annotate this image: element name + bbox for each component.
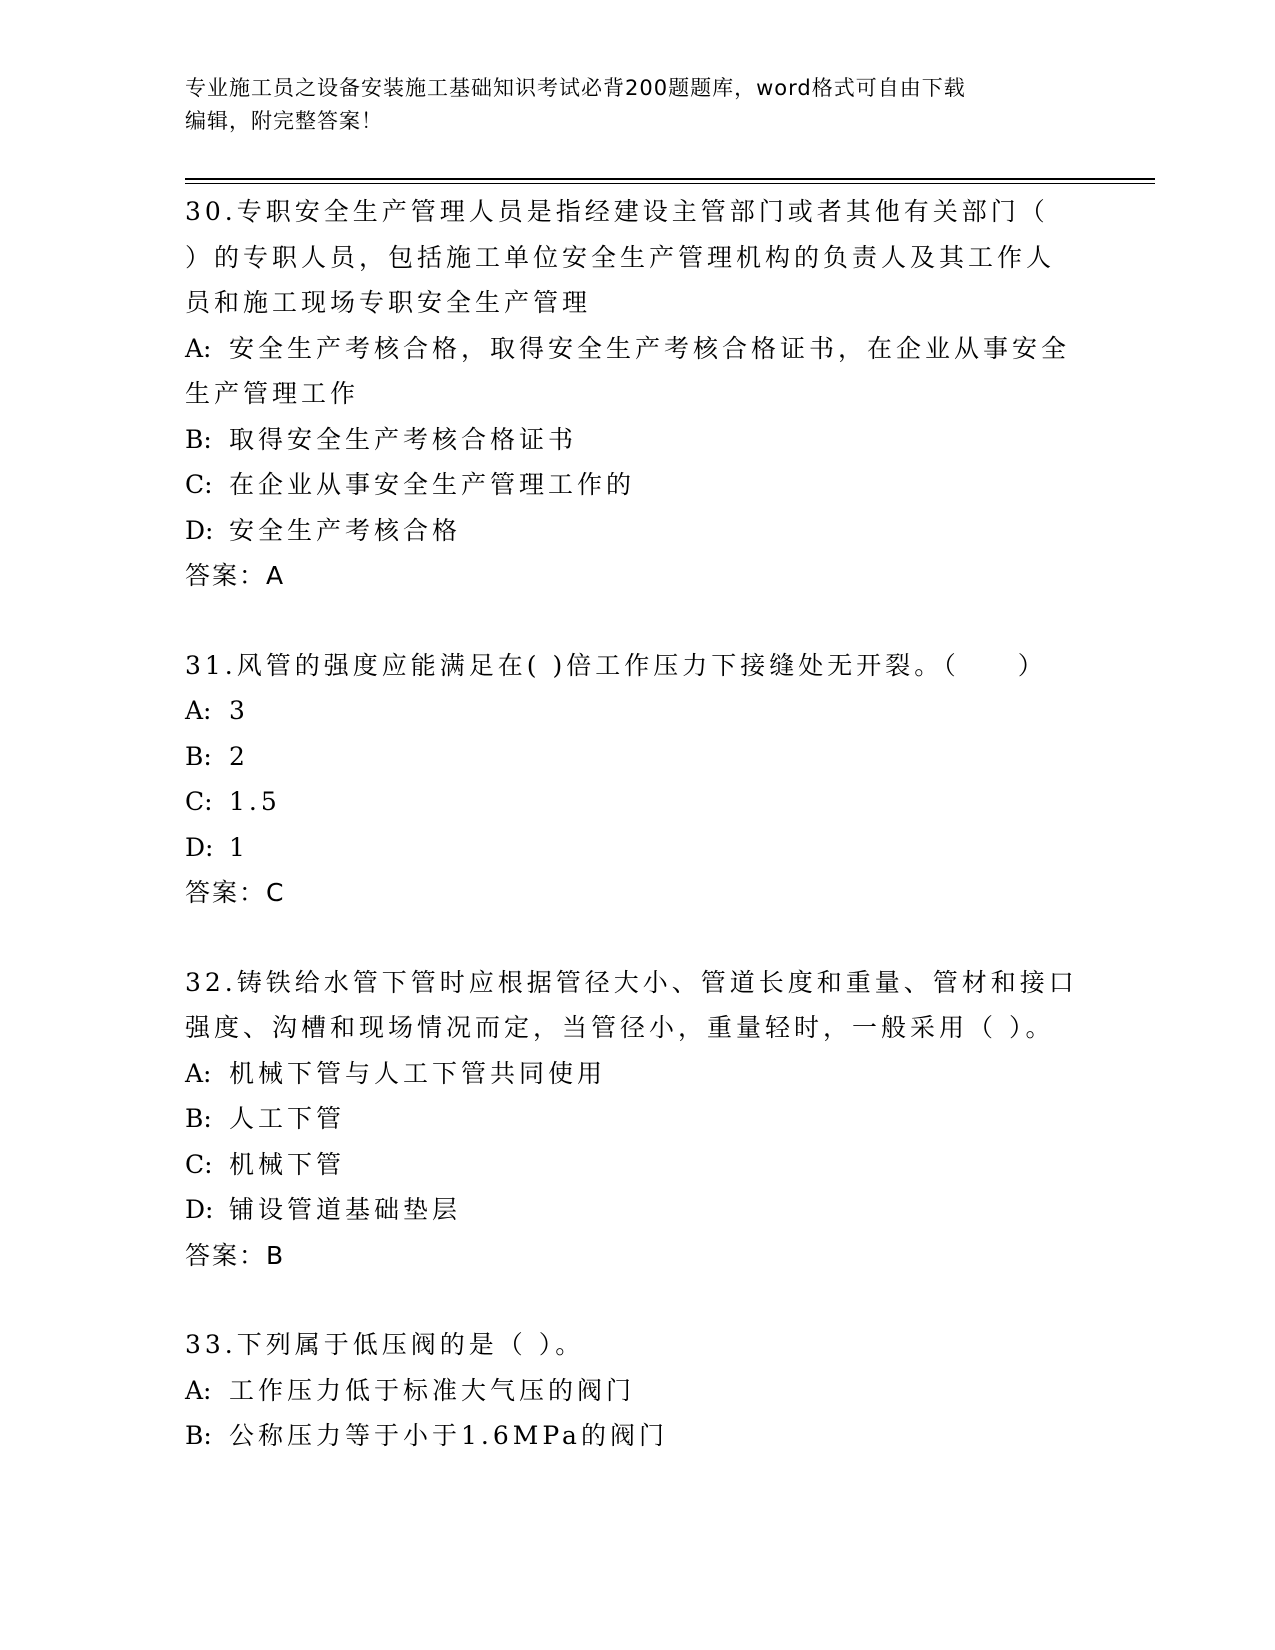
option-label: B: [185, 1104, 212, 1133]
answer-line: 答案：C [185, 878, 286, 907]
option-text: 工作压力低于标准大气压的阀门 [229, 1375, 636, 1405]
option-label: D: [185, 832, 214, 862]
option-line [185, 417, 1085, 463]
option-line [185, 688, 1085, 734]
option-text: 人工下管 [229, 1104, 346, 1133]
option-label: A: [185, 1058, 212, 1088]
option-text: 公称压力等于小于1.6MPa的阀门 [229, 1421, 668, 1450]
option-text: 在企业从事安全生产管理工作的 [229, 470, 636, 499]
option-label: C: [185, 470, 213, 499]
question-block [185, 1322, 1085, 1459]
question-text-line: 强度、沟槽和现场情况而定，当管径小，重量轻时，一般采用（ ）。 [185, 1013, 1055, 1042]
question-text-line: 31.风管的强度应能满足在( )倍工作压力下接缝处无开裂。（ ） [185, 650, 1047, 680]
option-line [185, 734, 1085, 780]
option-line [185, 1413, 1085, 1459]
option-label: D: [185, 1195, 214, 1224]
answer-line: 答案：B [185, 1240, 286, 1270]
option-text: 铺设管道基础垫层 [229, 1195, 462, 1224]
option-text: 取得安全生产考核合格证书 [229, 424, 578, 454]
option-line [185, 779, 1085, 825]
answer-line: 答案：A [185, 561, 286, 590]
option-label: A: [185, 696, 212, 725]
option-line [185, 1368, 1085, 1414]
header-divider-thick [185, 178, 1155, 180]
option-text: 1.5 [229, 787, 281, 816]
question-text-line: 员和施工现场专职安全生产管理 [185, 288, 592, 317]
option-text: 2 [229, 741, 249, 771]
option-line [185, 1142, 1085, 1188]
header-divider-thin [185, 183, 1155, 184]
option-text: 机械下管与人工下管共同使用 [229, 1058, 607, 1088]
option-label: B: [185, 1421, 212, 1450]
option-line [185, 1096, 1085, 1142]
option-text: 1 [229, 832, 249, 862]
option-line [185, 371, 1085, 417]
question-list [185, 189, 1085, 1503]
option-label: D: [185, 515, 214, 545]
option-label: C: [185, 787, 213, 816]
header-line-2: 编辑，附完整答案！ [185, 109, 383, 133]
question-text-line: 33.下列属于低压阀的是（ ）。 [185, 1330, 585, 1359]
document-header [185, 72, 1065, 138]
question-text-line: 32.铸铁给水管下管时应根据管径大小、管道长度和重量、管材和接口 [185, 967, 1078, 997]
question-block [185, 189, 1085, 599]
option-text: 3 [229, 696, 249, 725]
option-line [185, 1051, 1085, 1097]
option-label: B: [185, 424, 212, 454]
option-line [185, 326, 1085, 372]
option-line [185, 825, 1085, 871]
option-text: 机械下管 [229, 1149, 346, 1179]
option-label: B: [185, 741, 212, 771]
option-text: 安全生产考核合格，取得安全生产考核合格证书，在企业从事安全 [229, 333, 1071, 363]
question-text-line: ）的专职人员，包括施工单位安全生产管理机构的负责人及其工作人 [185, 242, 1056, 272]
option-label: C: [185, 1149, 213, 1179]
question-text-line: 30.专职安全生产管理人员是指经建设主管部门或者其他有关部门（ [185, 197, 1049, 226]
option-text: 安全生产考核合格 [229, 515, 462, 545]
option-label: A: [185, 1375, 212, 1405]
question-block [185, 960, 1085, 1279]
option-text: 生产管理工作 [185, 379, 360, 408]
option-line [185, 462, 1085, 508]
option-label: A: [185, 333, 212, 363]
question-block [185, 643, 1085, 916]
header-line-1: 专业施工员之设备安装施工基础知识考试必背200题题库，word格式可自由下载 [185, 76, 966, 100]
option-line [185, 508, 1085, 554]
option-line [185, 1187, 1085, 1233]
